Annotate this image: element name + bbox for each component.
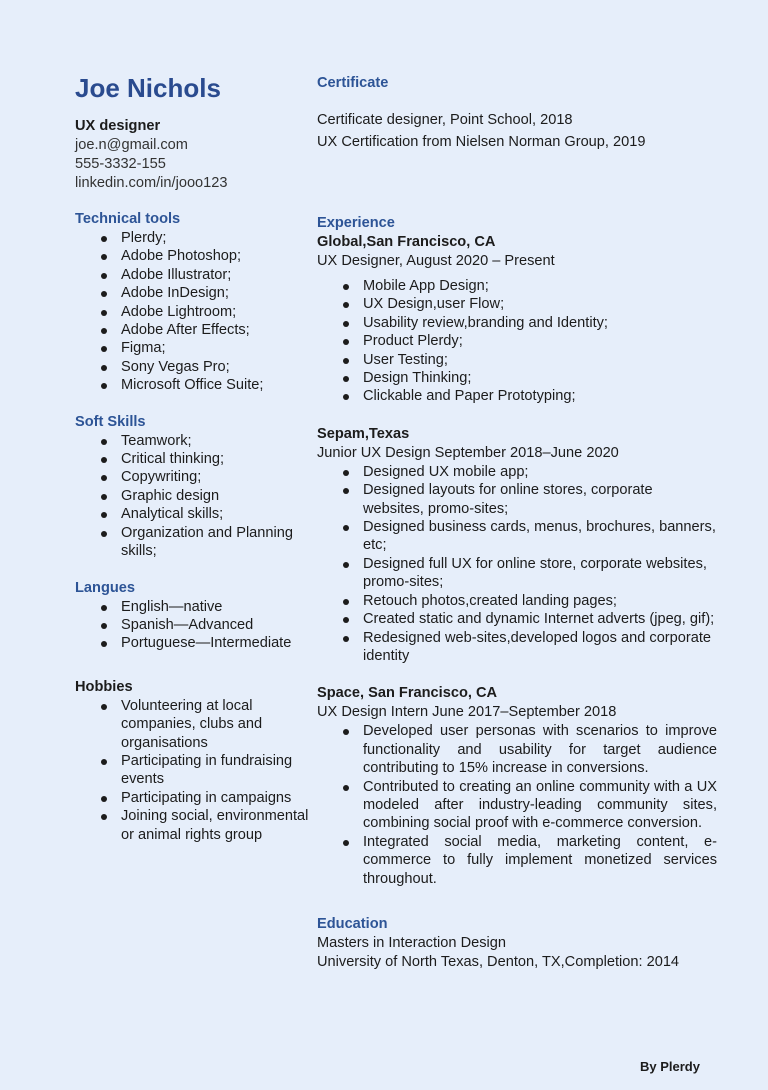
job-duties-list	[317, 722, 717, 888]
list-item: Participating in campaigns	[75, 789, 310, 807]
linkedin-link[interactable]: linkedin.com/in/jooo123	[75, 175, 228, 191]
section-title-languages: Langues	[75, 579, 136, 596]
list-item: Spanish—Advanced	[75, 616, 310, 634]
school: University of North Texas, Denton, TX,Completion: 2014	[317, 953, 680, 970]
list-item: Designed UX mobile app;	[317, 463, 717, 481]
job-title: UX designer	[75, 118, 161, 134]
list-item: User Testing;	[317, 351, 717, 369]
list-item: Microsoft Office Suite;	[75, 376, 310, 394]
list-item: Figma;	[75, 339, 310, 357]
section-title-technical-tools: Technical tools	[75, 211, 181, 227]
list-item: Critical thinking;	[75, 450, 310, 468]
certificate-item: UX Certification from Nielsen Norman Group, 2019	[317, 134, 646, 150]
languages-list	[75, 598, 310, 653]
section-title-certificate: Certificate	[317, 75, 389, 91]
list-item: Adobe After Effects;	[75, 321, 310, 339]
degree: Masters in Interaction Design	[317, 934, 506, 951]
section-title-hobbies: Hobbies	[75, 678, 133, 695]
list-item: Designed business cards, menus, brochures, banners, etc;	[317, 518, 717, 555]
list-item: Created static and dynamic Internet adverts (jpeg, gif);	[317, 610, 717, 628]
job-position: UX Design Intern June 2017–September 2018	[317, 704, 617, 721]
list-item: Adobe InDesign;	[75, 284, 310, 302]
company-name: Global,San Francisco, CA	[317, 234, 496, 250]
company-name: Space, San Francisco, CA	[317, 685, 498, 702]
footer-credit: By Plerdy	[640, 1059, 700, 1074]
list-item: Volunteering at local companies, clubs and organisations	[75, 697, 310, 752]
list-item: Product Plerdy;	[317, 332, 717, 350]
section-title-education: Education	[317, 915, 388, 932]
list-item: Sony Vegas Pro;	[75, 358, 310, 376]
list-item: Adobe Lightroom;	[75, 303, 310, 321]
list-item: Adobe Illustrator;	[75, 266, 310, 284]
left-column	[75, 72, 310, 844]
list-item: Organization and Planning skills;	[75, 524, 310, 561]
list-item: Joining social, environmental or animal rights group	[75, 807, 310, 844]
list-item: Portuguese—Intermediate	[75, 634, 310, 652]
phone: 555-3332-155	[75, 156, 166, 172]
list-item: Analytical skills;	[75, 505, 310, 523]
section-title-experience: Experience	[317, 215, 395, 231]
list-item: UX Design,user Flow;	[317, 295, 717, 313]
list-item: Integrated social media, marketing content, e-commerce to fully implement monetized services throughout.	[317, 833, 717, 888]
list-item: Graphic design	[75, 487, 310, 505]
list-item: Clickable and Paper Prototyping;	[317, 387, 717, 405]
list-item: Redesigned web-sites,developed logos and corporate identity	[317, 629, 717, 666]
list-item: Participating in fundraising events	[75, 752, 310, 789]
job-duties-list	[317, 463, 717, 665]
right-column	[317, 74, 717, 972]
job-position: UX Designer, August 2020 – Present	[317, 253, 555, 269]
candidate-name: Joe Nichols	[75, 73, 221, 103]
list-item: Adobe Photoshop;	[75, 247, 310, 265]
email[interactable]: joe.n@gmail.com	[75, 137, 188, 153]
job-position: Junior UX Design September 2018–June 2020	[317, 444, 619, 461]
list-item: Contributed to creating an online community with a UX modeled after industry-leading community sites, combining social proof with e-commerce conversion.	[317, 778, 717, 833]
job-duties-list	[317, 277, 717, 406]
hobbies-list	[75, 697, 310, 844]
list-item: Developed user personas with scenarios to improve functionality and usability for target audience contributing to 15% increase in conversions.	[317, 722, 717, 777]
company-name: Sepam,Texas	[317, 425, 410, 442]
list-item: Plerdy;	[75, 229, 310, 247]
list-item: Usability review,branding and Identity;	[317, 314, 717, 332]
list-item: Design Thinking;	[317, 369, 717, 387]
list-item: Designed full UX for online store, corporate websites, promo-sites;	[317, 555, 717, 592]
list-item: Retouch photos,created landing pages;	[317, 592, 717, 610]
list-item: Designed layouts for online stores, corporate websites, promo-sites;	[317, 481, 717, 518]
list-item: Copywriting;	[75, 468, 310, 486]
list-item: English—native	[75, 598, 310, 616]
technical-tools-list	[75, 229, 310, 395]
soft-skills-list	[75, 432, 310, 561]
section-title-soft-skills: Soft Skills	[75, 413, 146, 430]
certificate-item: Certificate designer, Point School, 2018	[317, 112, 573, 128]
list-item: Mobile App Design;	[317, 277, 717, 295]
list-item: Teamwork;	[75, 432, 310, 450]
